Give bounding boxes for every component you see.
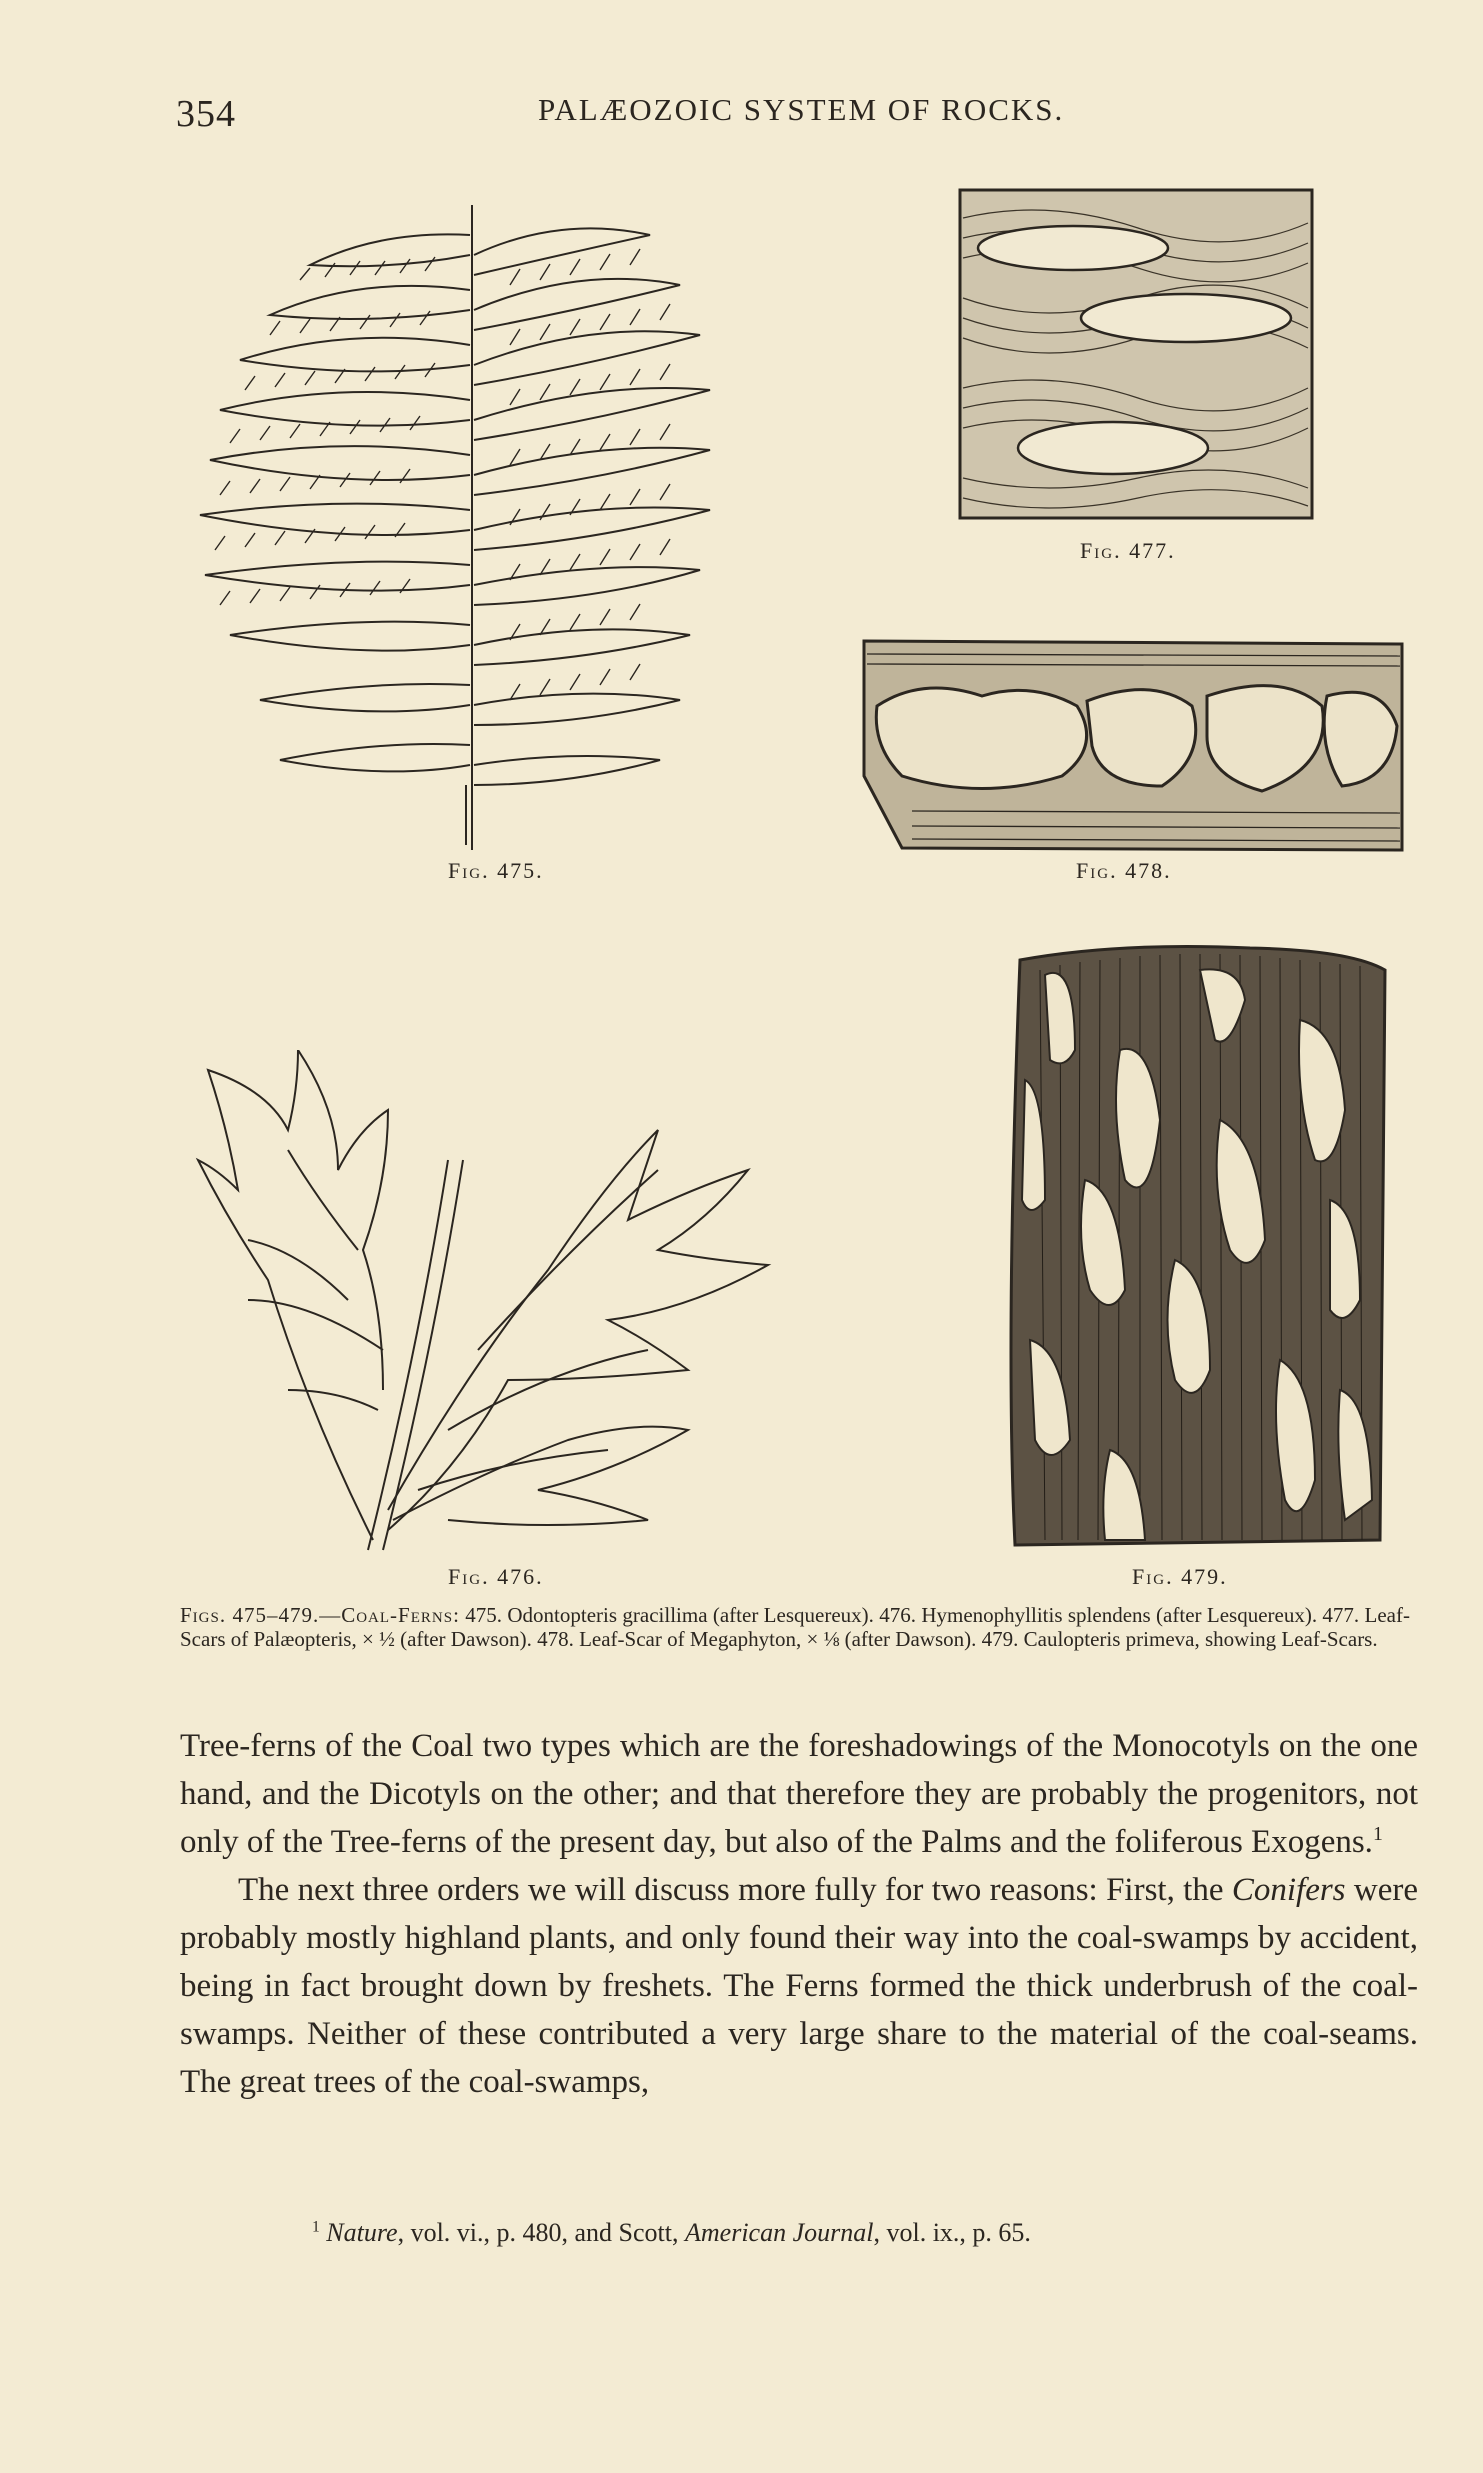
caption-lead: Figs. 475–479.—	[180, 1603, 342, 1627]
caption-text: 475. Odontopteris gracillima (after Lesquereux). 476. Hymenophyllitis splendens (after Lesquereux). 477. Leaf-Scars of Palæopteris, × ½ (after Dawson). 478. Leaf-Scar of Megaphyton, × ⅛ (after Dawson). 479. Caulopteris primeva, showing Leaf-Scars.	[180, 1603, 1410, 1651]
page-number: 354	[176, 93, 236, 135]
figure-478-label: Fig. 478.	[1076, 858, 1172, 883]
running-title: PALÆOZOIC SYSTEM OF ROCKS.	[538, 92, 1065, 127]
caption-title: Coal-Ferns:	[341, 1603, 460, 1627]
footnote	[312, 2218, 1412, 2248]
figure-476-label: Fig. 476.	[448, 1564, 544, 1589]
paragraph-1	[180, 1722, 1418, 1866]
footnote-journal-2: American Journal	[685, 2218, 874, 2247]
figure-479-trunk	[1000, 940, 1390, 1550]
footnote-text-2: , vol. ix., p. 65.	[873, 2218, 1031, 2247]
footnote-ref: 1	[1372, 1823, 1383, 1845]
figure-479-label: Fig. 479.	[1132, 1564, 1228, 1589]
figure-475-label: Fig. 475.	[448, 858, 544, 883]
figure-477-label: Fig. 477.	[1080, 538, 1176, 563]
body-text	[180, 1722, 1418, 2106]
figure-477-leaf-scars	[958, 188, 1314, 520]
footnote-mark: 1	[312, 2218, 320, 2236]
page-header	[0, 92, 1483, 142]
paragraph-1-text: Tree-ferns of the Coal two types which are the foreshadowings of the Monocotyls on the one hand, and the Dicotyls on the other; and that therefore they are probably the progenitors, not only of the Tree-ferns of the present day, but also of the Palms and the foliferous Exogens.	[180, 1728, 1418, 1860]
paragraph-2	[180, 1866, 1418, 2106]
footnote-text-1: , vol. vi., p. 480, and Scott,	[397, 2218, 685, 2247]
footnote-journal-1: Nature	[326, 2218, 398, 2247]
figure-caption	[180, 1603, 1410, 1651]
paragraph-2-text-b: were probably mostly highland plants, and only found their way into the coal-swamps by accident, being in fact brought down by freshets. The Ferns formed the thick underbrush of the coal-swamps. Neither of these contributed a very large share to the material of the coal-seams. The great trees of the coal-swamps,	[180, 1872, 1418, 2100]
paragraph-2-italic: Conifers	[1231, 1872, 1346, 1908]
figure-478-leaf-scar	[862, 636, 1406, 854]
figure-475-fern-frond	[180, 195, 820, 855]
figure-476-fern-leaf	[188, 1050, 828, 1560]
paragraph-2-text-a: The next three orders we will discuss more fully for two reasons: First, the	[238, 1872, 1232, 1908]
